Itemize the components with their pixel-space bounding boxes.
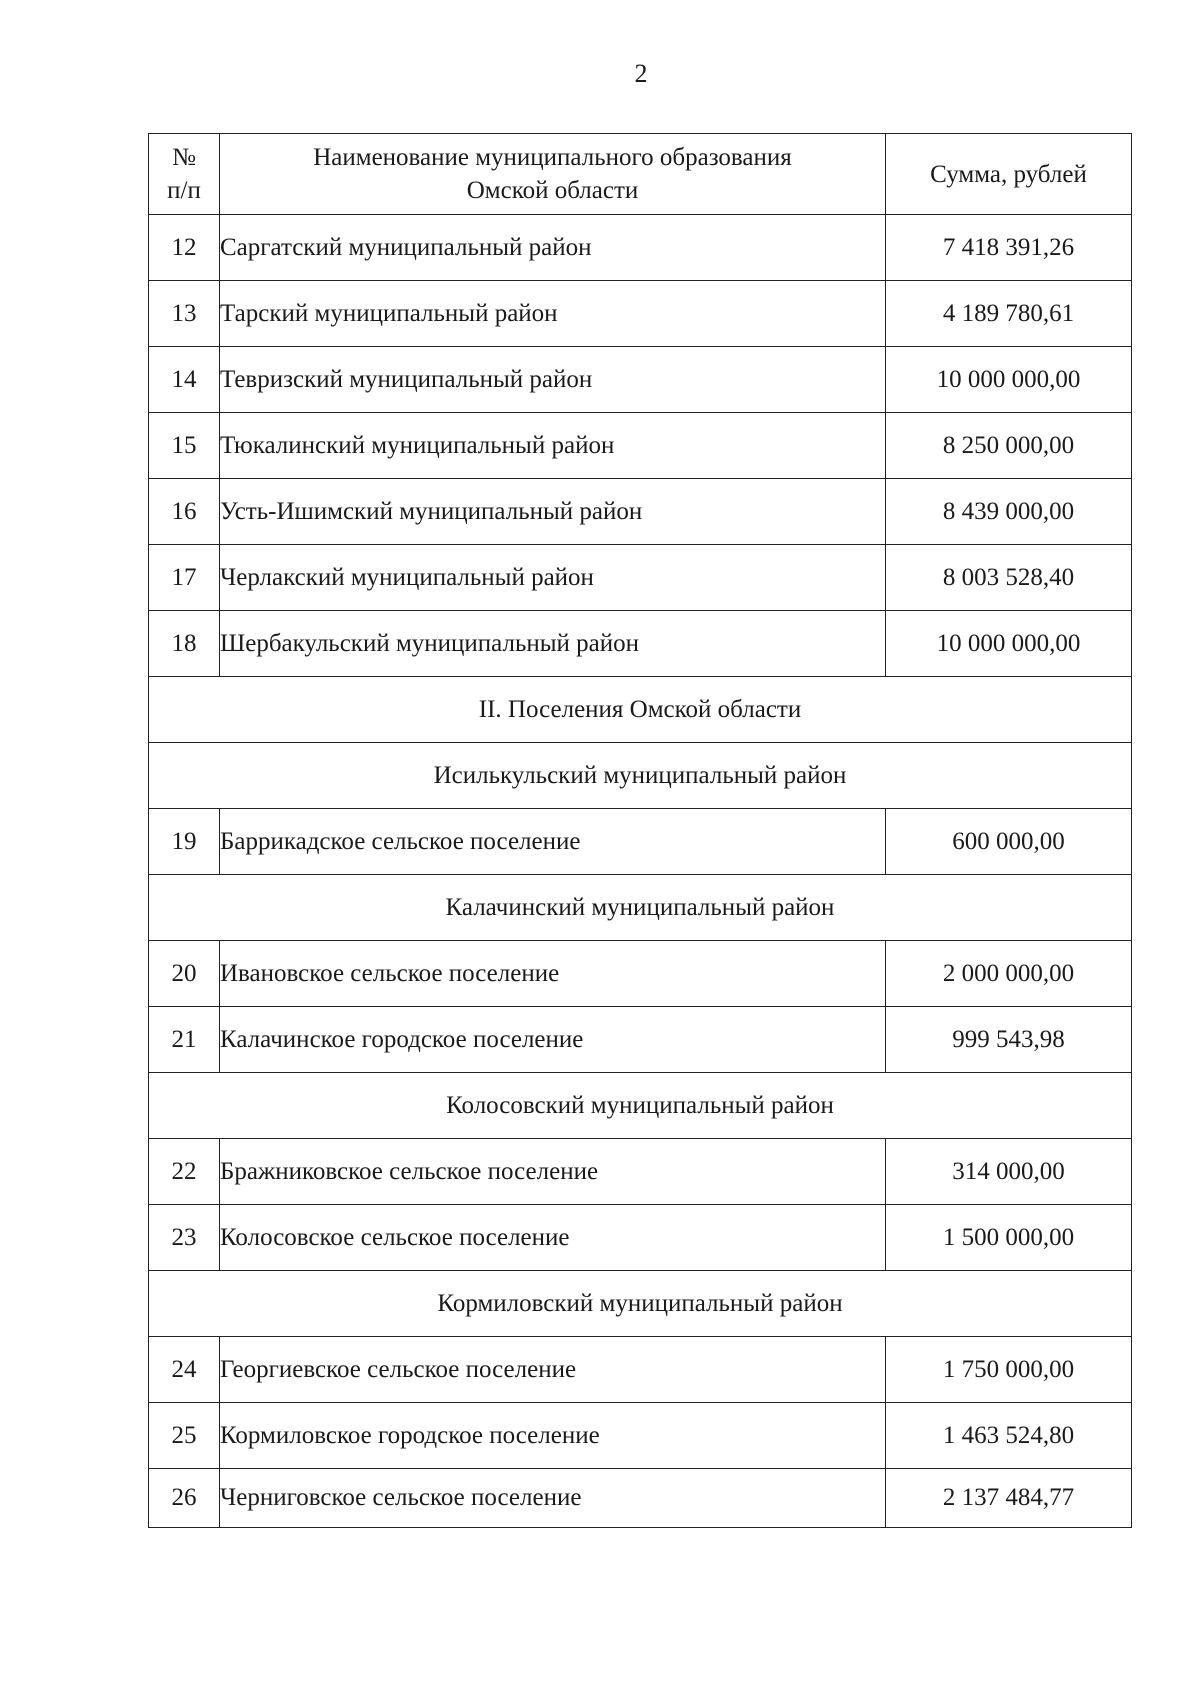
municipality-name: Тюкалинский муниципальный район: [220, 413, 886, 479]
header-number: [149, 134, 220, 215]
table-row: [149, 941, 1132, 1007]
row-number: 26: [149, 1469, 220, 1528]
amount-value: 1 750 000,00: [886, 1337, 1132, 1403]
amount-value: 8 250 000,00: [886, 413, 1132, 479]
section-row: [149, 743, 1132, 809]
row-number: 15: [149, 413, 220, 479]
amount-value: 314 000,00: [886, 1139, 1132, 1205]
section-row: [149, 875, 1132, 941]
table-row: [149, 281, 1132, 347]
municipality-name: Тевризский муниципальный район: [220, 347, 886, 413]
row-number: 17: [149, 545, 220, 611]
municipality-name: Георгиевское сельское поселение: [220, 1337, 886, 1403]
section-title: Кормиловский муниципальный район: [149, 1271, 1132, 1337]
header-number-symbol: №: [172, 144, 196, 171]
row-number: 19: [149, 809, 220, 875]
header-sum: Сумма, рублей: [886, 134, 1132, 215]
section-title: II. Поселения Омской области: [149, 677, 1132, 743]
amount-value: 8 439 000,00: [886, 479, 1132, 545]
header-name: [220, 134, 886, 215]
header-number-abbr: п/п: [167, 177, 201, 204]
row-number: 24: [149, 1337, 220, 1403]
row-number: 23: [149, 1205, 220, 1271]
page-number: 2: [634, 59, 648, 88]
amount-value: 999 543,98: [886, 1007, 1132, 1073]
table-row: [149, 1139, 1132, 1205]
table-row: [149, 809, 1132, 875]
municipality-name: Черлакский муниципальный район: [220, 545, 886, 611]
section-row: [149, 1073, 1132, 1139]
table-row: [149, 413, 1132, 479]
header-name-line2: Омской области: [466, 177, 639, 204]
header-name-line1: Наименование муниципального образования: [313, 144, 792, 171]
table-row: [149, 1403, 1132, 1469]
table-row: [149, 479, 1132, 545]
amount-value: 2 000 000,00: [886, 941, 1132, 1007]
table-row: [149, 1007, 1132, 1073]
municipality-name: Усть-Ишимский муниципальный район: [220, 479, 886, 545]
table-row: [149, 1205, 1132, 1271]
municipality-name: Саргатский муниципальный район: [220, 215, 886, 281]
amount-value: 2 137 484,77: [886, 1469, 1132, 1528]
amount-value: 600 000,00: [886, 809, 1132, 875]
municipality-name: Кормиловское городское поселение: [220, 1403, 886, 1469]
municipality-name: Черниговское сельское поселение: [220, 1469, 886, 1528]
row-number: 13: [149, 281, 220, 347]
row-number: 20: [149, 941, 220, 1007]
municipality-name: Шербакульский муниципальный район: [220, 611, 886, 677]
section-title: Исилькульский муниципальный район: [149, 743, 1132, 809]
row-number: 25: [149, 1403, 220, 1469]
amount-value: 8 003 528,40: [886, 545, 1132, 611]
row-number: 16: [149, 479, 220, 545]
table-header-row: [149, 134, 1132, 215]
amount-value: 1 463 524,80: [886, 1403, 1132, 1469]
table-row: [149, 215, 1132, 281]
municipality-name: Ивановское сельское поселение: [220, 941, 886, 1007]
municipality-name: Баррикадское сельское поселение: [220, 809, 886, 875]
section-title: Колосовский муниципальный район: [149, 1073, 1132, 1139]
amount-value: 4 189 780,61: [886, 281, 1132, 347]
amount-value: 10 000 000,00: [886, 347, 1132, 413]
section-row: [149, 1271, 1132, 1337]
amount-value: 7 418 391,26: [886, 215, 1132, 281]
table-row: [149, 545, 1132, 611]
municipality-name: Калачинское городское поселение: [220, 1007, 886, 1073]
table-row: [149, 611, 1132, 677]
allocation-table: [148, 133, 1132, 1528]
row-number: 22: [149, 1139, 220, 1205]
section-row: [149, 677, 1132, 743]
municipality-name: Бражниковское сельское поселение: [220, 1139, 886, 1205]
amount-value: 10 000 000,00: [886, 611, 1132, 677]
row-number: 14: [149, 347, 220, 413]
table-row: [149, 347, 1132, 413]
municipality-name: Тарский муниципальный район: [220, 281, 886, 347]
table-row: [149, 1469, 1132, 1528]
row-number: 18: [149, 611, 220, 677]
municipality-name: Колосовское сельское поселение: [220, 1205, 886, 1271]
table-row: [149, 1337, 1132, 1403]
amount-value: 1 500 000,00: [886, 1205, 1132, 1271]
row-number: 21: [149, 1007, 220, 1073]
table-body: [149, 215, 1132, 1528]
row-number: 12: [149, 215, 220, 281]
section-title: Калачинский муниципальный район: [149, 875, 1132, 941]
